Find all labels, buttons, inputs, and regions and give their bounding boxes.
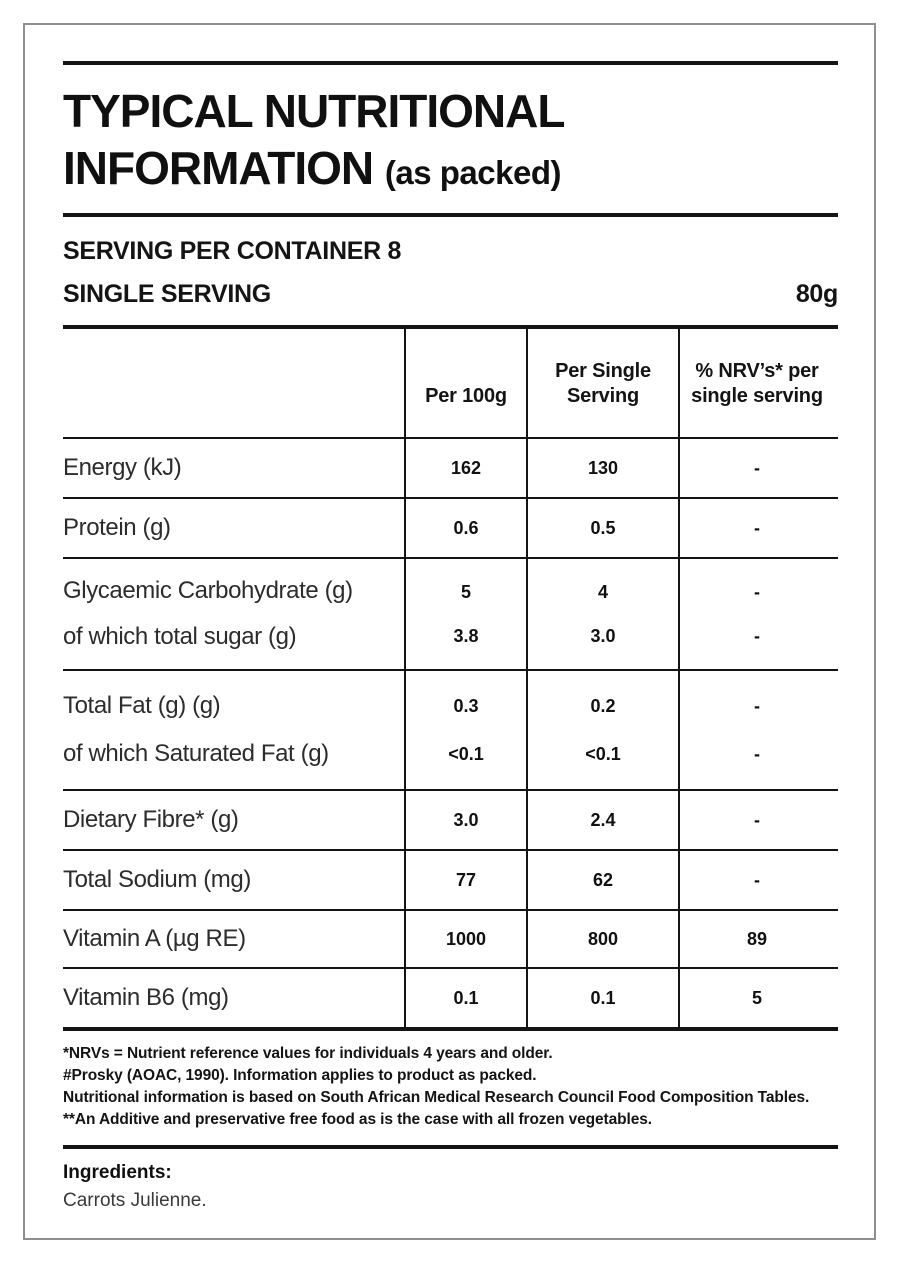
row-label: Energy (kJ)	[63, 454, 182, 481]
value-per-serving: <0.1	[585, 743, 621, 764]
title-suffix: (as packed)	[384, 154, 561, 191]
table-row-vitamin-b6	[63, 969, 838, 1027]
single-serving-value: 80g	[795, 280, 838, 308]
value-nrv: -	[754, 581, 760, 602]
value-per-100g: 3.8	[453, 626, 479, 647]
value-nrv: -	[754, 743, 760, 764]
value-per-100g: 3.0	[453, 810, 479, 830]
value-per-serving: 0.5	[590, 518, 616, 538]
column-header-per-serving: Per Single Serving	[526, 329, 678, 437]
value-per-100g: 5	[460, 581, 471, 602]
footnotes	[63, 1043, 838, 1131]
value-per-100g: 1000	[445, 929, 487, 949]
nutrition-label	[23, 23, 876, 1240]
value-per-serving: 62	[592, 870, 614, 890]
nutrition-table	[63, 325, 838, 1031]
value-per-serving: 3.0	[590, 626, 616, 647]
column-header-nrv: % NRV’s* per single serving	[678, 329, 834, 437]
row-label: Dietary Fibre* (g)	[63, 806, 239, 833]
value-per-serving: 4	[597, 581, 608, 602]
value-per-serving: 0.2	[590, 696, 616, 717]
value-per-100g: 162	[450, 458, 482, 478]
table-row-energy	[63, 439, 838, 499]
table-row-fat	[63, 671, 838, 791]
single-serving-label: SINGLE SERVING	[63, 280, 271, 308]
table-row-protein	[63, 499, 838, 559]
header-empty-cell	[63, 329, 404, 437]
column-header-per-100g: Per 100g	[404, 329, 526, 437]
single-serving-row	[63, 280, 838, 309]
table-row-sodium	[63, 851, 838, 911]
value-per-100g: 0.1	[453, 988, 479, 1008]
value-nrv: -	[754, 458, 760, 478]
value-per-100g: 77	[455, 870, 477, 890]
footnote-prosky: #Prosky (AOAC, 1990). Information applies to product as packed.	[63, 1067, 537, 1084]
value-nrv: -	[754, 626, 760, 647]
value-per-serving: 800	[587, 929, 619, 949]
title-line-2: INFORMATION	[63, 142, 374, 194]
value-nrv: 5	[751, 988, 762, 1008]
value-per-serving: 130	[587, 458, 619, 478]
row-label: Vitamin A (µg RE)	[63, 925, 246, 952]
ingredients-text: Carrots Julienne.	[63, 1190, 207, 1211]
value-per-serving: 2.4	[590, 810, 616, 830]
row-label: Vitamin B6 (mg)	[63, 984, 229, 1011]
row-sublabel: of which Saturated Fat (g)	[63, 740, 329, 768]
ingredients-top-rule	[63, 1145, 838, 1149]
footnote-source: Nutritional information is based on South African Medical Research Council Food Composition Tables.	[63, 1089, 810, 1106]
table-row-vitamin-a	[63, 911, 838, 969]
footnote-nrv: *NRVs = Nutrient reference values for individuals 4 years and older.	[63, 1045, 553, 1062]
table-row-fibre	[63, 791, 838, 851]
value-per-100g: <0.1	[448, 743, 484, 764]
value-per-100g: 0.3	[453, 696, 479, 717]
value-nrv: -	[754, 696, 760, 717]
value-nrv: -	[754, 810, 760, 830]
ingredients-heading: Ingredients:	[63, 1162, 172, 1183]
top-rule	[63, 61, 838, 65]
footnote-additive: **An Additive and preservative free food as is the case with all frozen vegetables.	[63, 1111, 652, 1128]
value-nrv: -	[754, 870, 760, 890]
table-row-carbohydrate	[63, 559, 838, 671]
value-per-serving: 0.1	[590, 988, 616, 1008]
title-bottom-rule	[63, 213, 838, 217]
row-label: Total Fat (g) (g)	[63, 691, 221, 719]
serving-per-container: SERVING PER CONTAINER 8	[63, 237, 402, 265]
row-label: Protein (g)	[63, 514, 171, 541]
table-header-row	[63, 329, 838, 439]
row-sublabel: of which total sugar (g)	[63, 623, 297, 650]
value-per-100g: 0.6	[453, 518, 479, 538]
value-nrv: -	[754, 518, 760, 538]
row-label: Glycaemic Carbohydrate (g)	[63, 577, 353, 604]
page-title	[63, 83, 838, 201]
title-line-1: TYPICAL NUTRITIONAL	[63, 85, 565, 137]
value-nrv: 89	[746, 929, 768, 949]
row-label: Total Sodium (mg)	[63, 866, 251, 893]
